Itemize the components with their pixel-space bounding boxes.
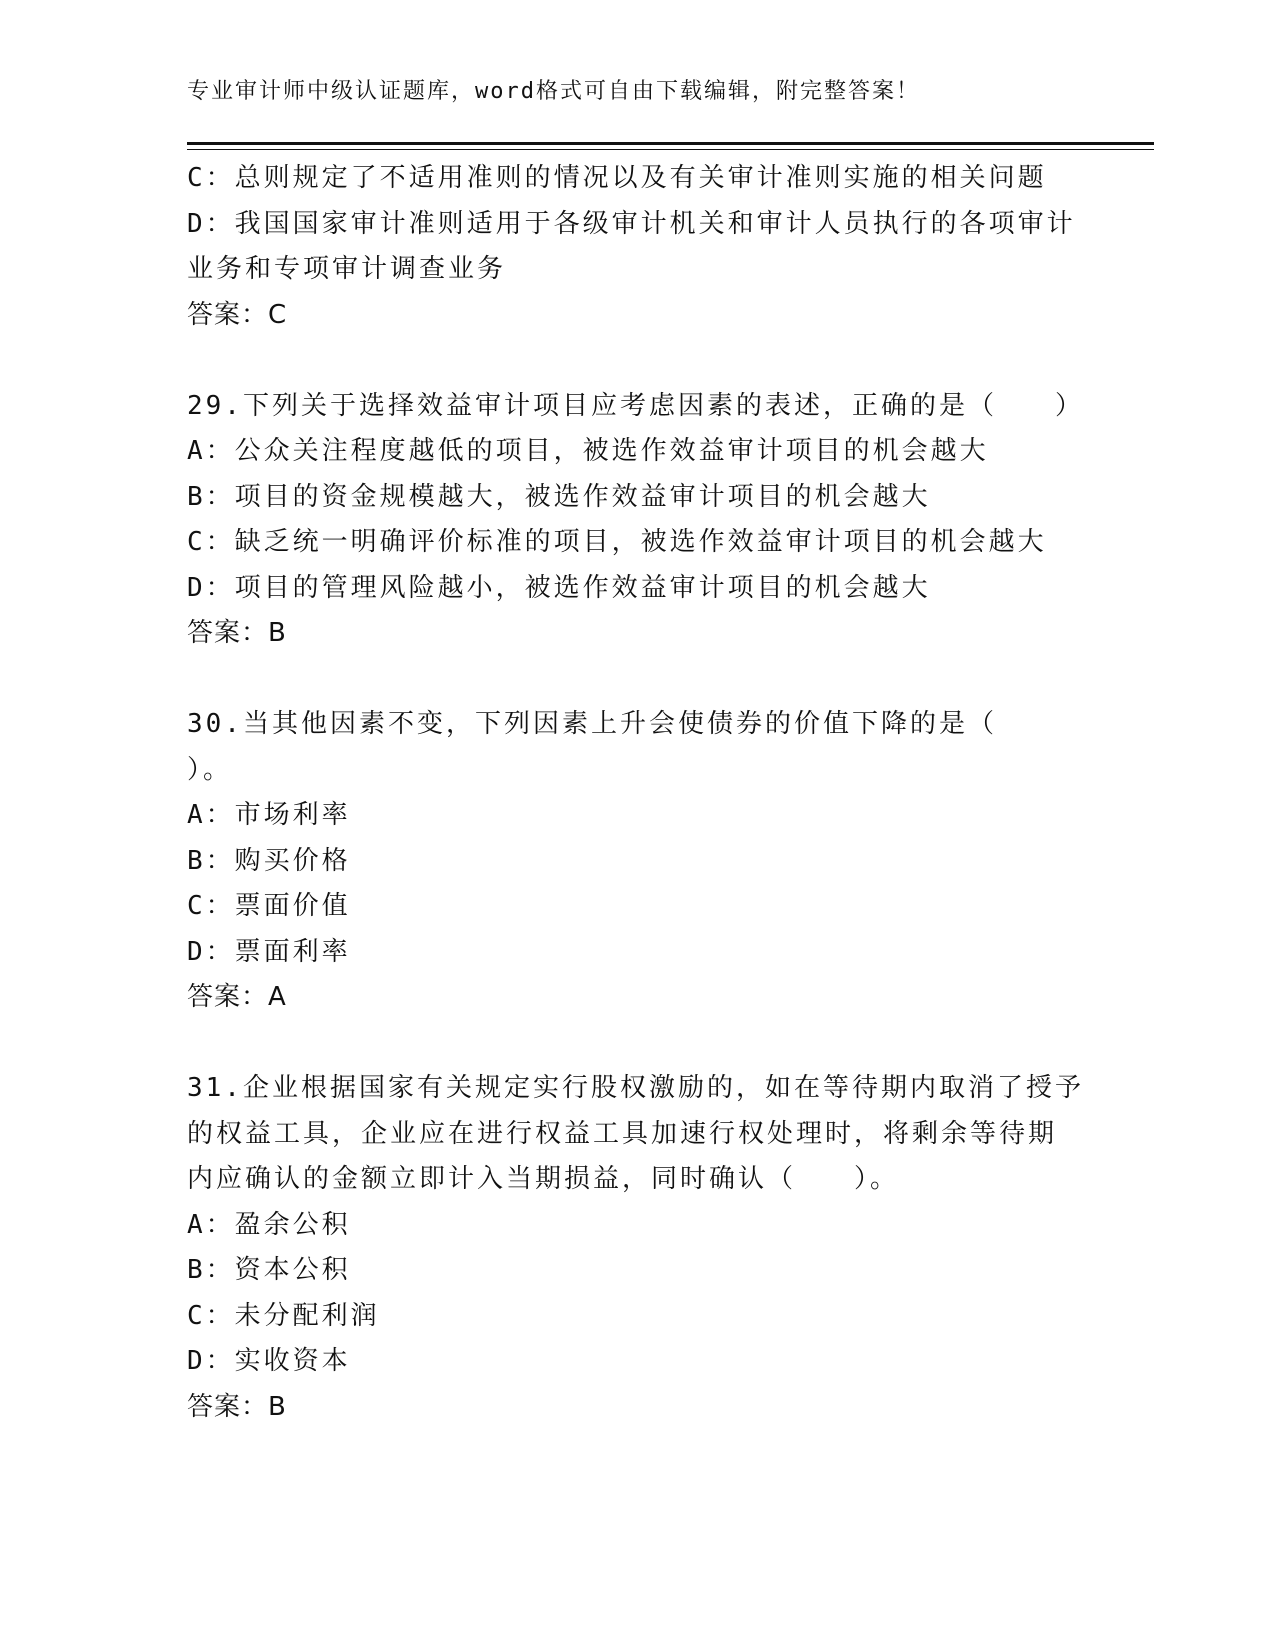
option-d: D：项目的管理风险越小，被选作效益审计项目的机会越大 — [187, 572, 931, 603]
header-rule-thin — [187, 149, 1154, 150]
answer-line: 答案：B — [187, 1391, 287, 1422]
question-stem: 31.企业根据国家有关规定实行股权激励的，如在等待期内取消了授予 — [187, 1073, 1084, 1103]
carryover-question — [187, 156, 1087, 338]
question-stem: ）。 — [187, 754, 233, 785]
spacer — [187, 1021, 1087, 1067]
page-header: 专业审计师中级认证题库，word格式可自由下载编辑，附完整答案！ — [187, 79, 920, 104]
spacer — [187, 657, 1087, 703]
question-stem: 内应确认的金额立即计入当期损益，同时确认（ ）。 — [187, 1164, 900, 1194]
option-line: 业务和专项审计调查业务 — [187, 254, 507, 284]
question-stem: 的权益工具，企业应在进行权益工具加速行权处理时，将剩余等待期 — [187, 1118, 1058, 1149]
option-a: A：市场利率 — [187, 800, 351, 830]
question-stem: 29.下列关于选择效益审计项目应考虑因素的表述，正确的是（ ） — [187, 390, 1084, 421]
option-line: D：我国国家审计准则适用于各级审计机关和审计人员执行的各项审计 — [187, 208, 1076, 239]
answer-line: 答案：A — [187, 982, 287, 1012]
option-c: C：票面价值 — [187, 891, 351, 921]
option-b: B：资本公积 — [187, 1255, 351, 1285]
option-d: D：票面利率 — [187, 936, 351, 967]
option-line: C：总则规定了不适用准则的情况以及有关审计准则实施的相关问题 — [187, 163, 1047, 193]
question-29 — [187, 384, 1087, 657]
option-a: A：公众关注程度越低的项目，被选作效益审计项目的机会越大 — [187, 436, 989, 466]
question-30 — [187, 702, 1087, 1021]
answer-line: 答案：C — [187, 299, 288, 330]
option-c: C：未分配利润 — [187, 1300, 380, 1331]
question-31 — [187, 1066, 1087, 1430]
option-a: A：盈余公积 — [187, 1209, 351, 1240]
option-b: B：购买价格 — [187, 845, 351, 876]
option-c: C：缺乏统一明确评价标准的项目，被选作效益审计项目的机会越大 — [187, 527, 1047, 557]
header-rule-thick — [187, 142, 1154, 145]
option-d: D：实收资本 — [187, 1346, 351, 1376]
question-stem: 30.当其他因素不变，下列因素上升会使债券的价值下降的是（ — [187, 709, 997, 739]
spacer — [187, 338, 1087, 384]
option-b: B：项目的资金规模越大，被选作效益审计项目的机会越大 — [187, 481, 931, 512]
question-content — [187, 156, 1087, 1430]
answer-line: 答案：B — [187, 618, 287, 648]
